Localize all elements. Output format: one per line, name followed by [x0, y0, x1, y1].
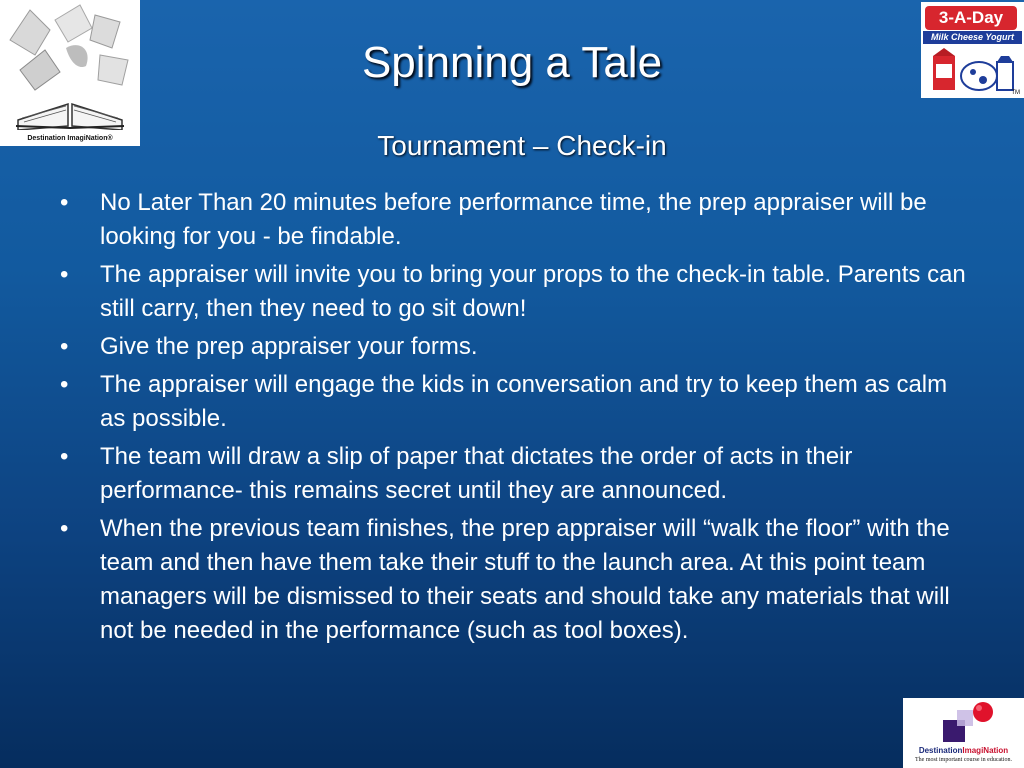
di-footer-name-part2: ImagiNation	[962, 746, 1009, 755]
bullet-text: No Later Than 20 minutes before performance time, the prep appraiser will be looking for you - be findable.	[100, 189, 927, 250]
bullet-item	[60, 440, 970, 508]
three-a-day-tagline: Milk Cheese Yogurt	[923, 31, 1022, 44]
di-footer-tagline: The most important course in education.	[915, 757, 1012, 763]
bullet-text: When the previous team finishes, the prep appraiser will “walk the floor” with the team and then have them take their stuff to the launch area. At this point team managers will be dismissed to their seats and should take any materials that will not be needed in the performance (such as tool boxes).	[100, 515, 950, 644]
destination-imagination-footer-logo	[903, 698, 1024, 768]
bullet-item	[60, 512, 970, 648]
bullet-text: The appraiser will invite you to bring your props to the check-in table. Parents can still carry, then they need to go sit down!	[100, 261, 966, 322]
bullet-item	[60, 368, 970, 436]
bullet-text: The appraiser will engage the kids in conversation and try to keep them as calm as possible.	[100, 371, 948, 432]
bullet-list	[60, 186, 970, 652]
bullet-marker: •	[60, 333, 69, 360]
three-a-day-tm: TM	[1011, 90, 1020, 96]
bullet-text: The team will draw a slip of paper that dictates the order of acts in their performance- this remains secret until they are announced.	[100, 443, 853, 504]
di-footer-name	[905, 746, 1022, 755]
bullet-marker: •	[60, 515, 69, 542]
bullet-item	[60, 330, 970, 364]
slide-subtitle: Tournament – Check-in	[377, 130, 667, 161]
di-footer-name-part1: Destination	[918, 746, 963, 755]
bullet-text: Give the prep appraiser your forms.	[100, 333, 478, 360]
slide-title: Spinning a Tale	[361, 38, 663, 87]
di-squares-ball-icon	[939, 700, 999, 746]
three-a-day-brand: 3-A-Day	[925, 6, 1017, 30]
bullet-item	[60, 258, 970, 326]
bullet-item	[60, 186, 970, 254]
bullet-marker: •	[60, 443, 69, 470]
bullet-marker: •	[60, 371, 69, 398]
bullet-marker: •	[60, 189, 69, 216]
bullet-marker: •	[60, 261, 69, 288]
di-logo-caption: Destination ImagiNation®	[27, 135, 113, 142]
